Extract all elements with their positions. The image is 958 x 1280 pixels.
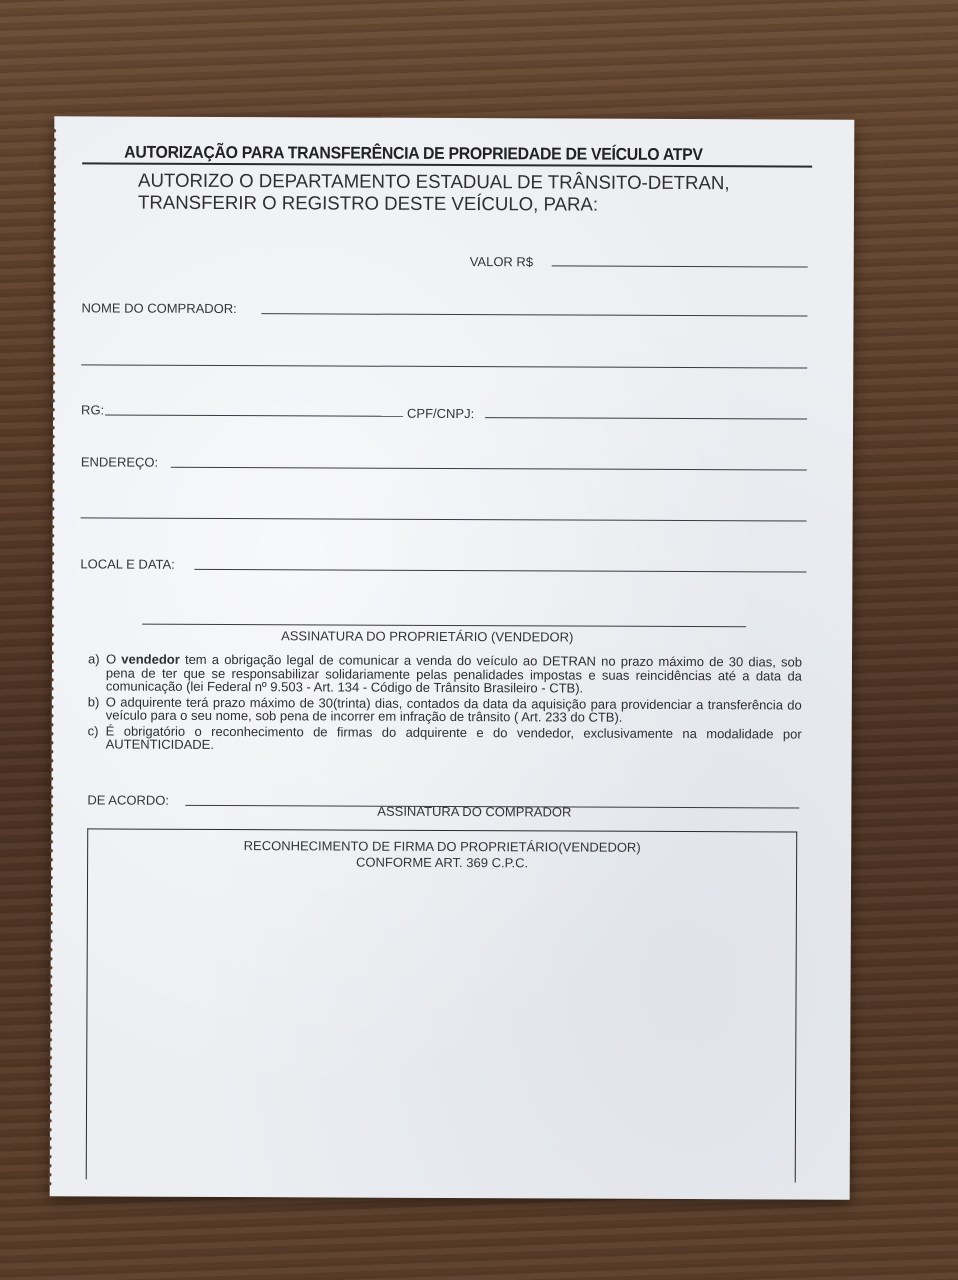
form-title: AUTORIZAÇÃO PARA TRANSFERÊNCIA DE PROPRIEDADE DE VEÍCULO ATPV [124,142,703,165]
note-text: tem a obrigação legal de comunicar a venda do veículo ao DETRAN no prazo máximo de 30 dias, sob pena de ter que se responsabilizar solidariamente pelas penalidades impostas e suas reincidências até a data da comunicação (lei Federal nº 9.503 - Art. 134 - Código de Trânsito Brasileiro - CTB). [105,651,803,696]
note-marker: b) [87,693,100,709]
authorization-text [138,171,730,218]
seller-signature-label: ASSINATURA DO PROPRIETÁRIO (VENDEDOR) [281,628,574,645]
authorization-line-1: AUTORIZO O DEPARTAMENTO ESTADUAL DE TRÂNSITO-DETRAN, [138,170,730,195]
note-c [88,724,802,754]
buyer-name-field[interactable] [261,313,807,316]
address-label: ENDEREÇO: [80,454,159,470]
cpf-cnpj-label: CPF/CNPJ: [407,405,475,422]
authorization-line-2: TRANSFERIR O REGISTRO DESTE VEÍCULO, PARA: [137,192,599,216]
notary-box-line-2: CONFORME ART. 369 C.P.C. [355,854,529,871]
note-a [88,652,802,696]
valor-label: VALOR R$ [469,254,534,270]
note-text: É obrigatório o reconhecimento de firmas do adquirente e do vendedor, exclusivamente na modalidade por AUTENTICIDADE. [105,722,802,752]
note-text: O adquirente terá prazo máximo de 30(trinta) dias, contados da data da aquisição para providenciar a transferência do veículo para o seu nome, sob pena de incorrer em infração de trânsito ( Art. 233 do CTB). [105,693,802,725]
seller-signature-line[interactable] [142,624,746,628]
notary-box-line-1: RECONHECIMENTO DE FIRMA DO PROPRIETÁRIO(VENDEDOR) [243,838,641,855]
note-marker: a) [87,651,100,667]
atpv-form [50,116,855,1199]
buyer-signature-label: ASSINATURA DO COMPRADOR [377,803,572,820]
buyer-name-field-line-2[interactable] [81,364,807,368]
valor-field[interactable] [552,265,808,267]
rg-field[interactable] [105,414,403,416]
notary-recognition-box [86,828,798,1182]
note-b [88,695,802,725]
cpf-cnpj-field[interactable] [485,417,807,419]
address-field-line-2[interactable] [81,517,807,521]
rg-label: RG: [81,402,105,418]
place-date-label: LOCAL E DATA: [80,556,175,572]
perforated-edge [47,126,58,1186]
notary-box-title [88,837,796,872]
place-date-field[interactable] [194,569,806,573]
buyer-name-label: NOME DO COMPRADOR: [81,300,237,317]
legal-notes [88,652,802,756]
note-bold: vendedor [121,651,180,667]
note-marker: c) [87,722,99,738]
note-prefix: O [105,651,122,667]
address-field[interactable] [171,467,807,471]
de-acordo-label: DE ACORDO: [87,792,170,808]
